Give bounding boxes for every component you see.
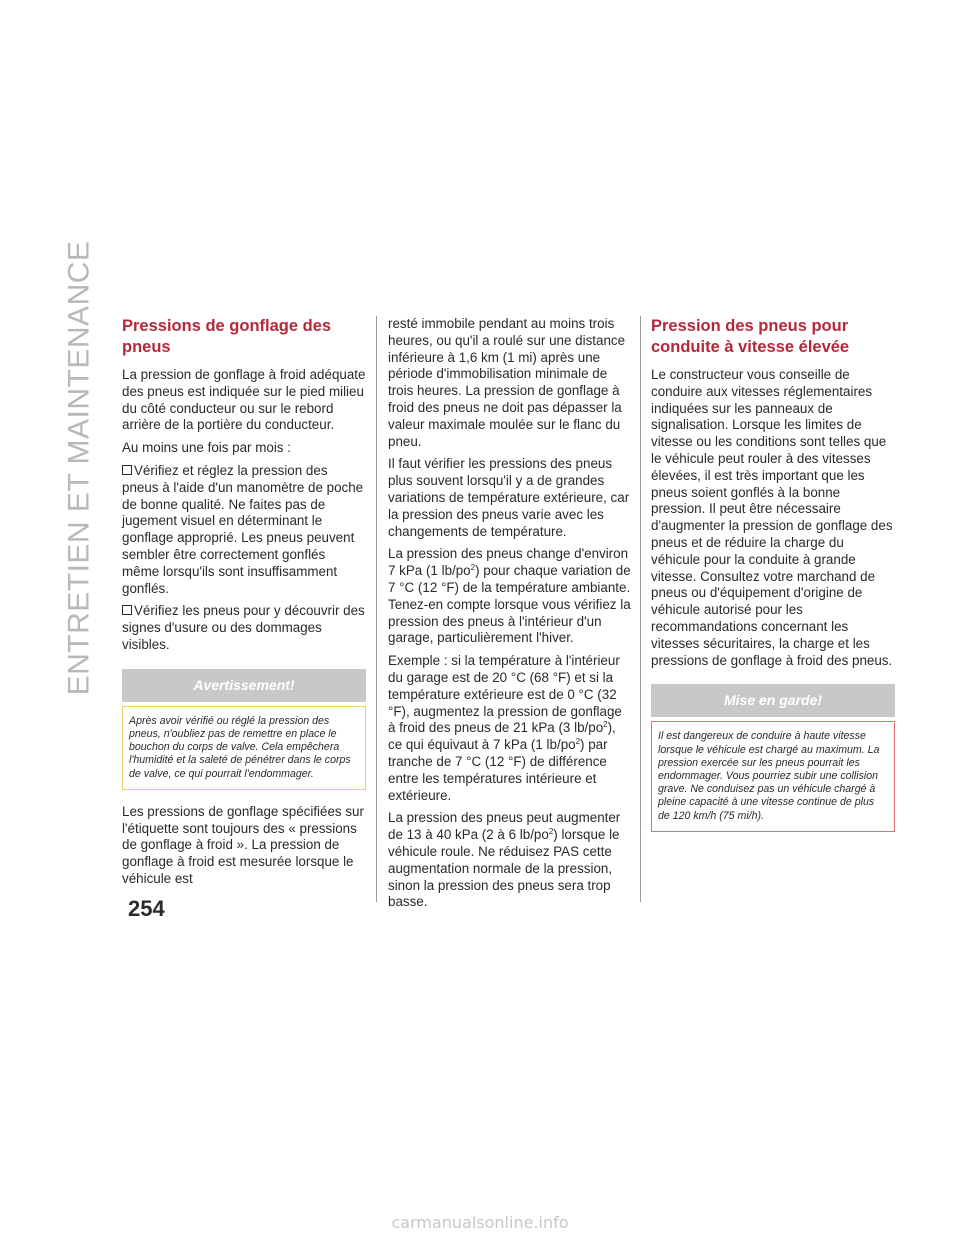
caution-text: Il est dangereux de conduire à haute vitesse lorsque le véhicule est chargé au maximum. La pression exercée sur les pneus pourrait les endommager. Vous pourriez subir une collision grave. Ne conduisez pas un véhicule chargé à pleine capacité à une vitesse continue de plus de 120 km/h (75 mi/h). [651, 721, 895, 831]
paragraph: Le constructeur vous conseille de conduire aux vitesses réglementaires indiquées sur les panneaux de signalisation. Lorsque les limites de vitesse ou les conditions sont telles que le véhicule peut rouler à des vitesses élevées, il est très important que les pneus soient gonflés à la bonne pression. Il peut être nécessaire d'augmenter la pression de gonflage des pneus et de réduire la charge du véhicule pour la conduite à grande vitesse. Consultez votre marchand de pneus ou d'équipement d'origine de véhicule autorisé pour les recommandations concernant les vitesses sécuritaires, la charge et les pressions de gonflage à froid des pneus. [651, 367, 893, 668]
column-1 [122, 316, 366, 894]
paragraph: Il faut vérifier les pressions des pneus plus souvent lorsqu'il y a de grandes variations de température extérieure, car la pression des pneus varie avec les changements de température. [388, 456, 630, 539]
warning-box [122, 669, 366, 790]
column-2 [388, 316, 632, 917]
page-number: 254 [128, 896, 165, 921]
text-run: La pression des pneus peut augmenter de 13 à 40 kPa (2 à 6 lb/po [388, 810, 621, 843]
checkbox-square-icon [122, 465, 132, 475]
caution-box [651, 684, 895, 831]
paragraph: Les pressions de gonflage spécifiées sur l'étiquette sont toujours des « pressions de gonflage à froid ». La pression de gonflage à froid est mesurée lorsque le véhicule est [122, 803, 364, 886]
superscript: 2 [603, 720, 608, 730]
superscript: 2 [470, 563, 476, 573]
bullet-item [122, 603, 366, 653]
paragraph [388, 810, 632, 911]
section-side-tab [56, 240, 102, 696]
paragraph [388, 653, 632, 804]
paragraph: Au moins une fois par mois : [122, 440, 291, 456]
column-divider [376, 316, 377, 902]
bullet-text: Vérifiez et réglez la pression des pneus à l'aide d'un manomètre de poche de bonne qualité. Ne faites pas de jugement visuel en déterminant le gonflage approprié. Les pneus peuvent sembler être correctement gonflés même lorsqu'ils sont insuffisamment gonflés. [122, 462, 364, 596]
heading-tire-pressure: Pressions de gonflage des pneus [122, 317, 332, 356]
heading-high-speed-pressure: Pression des pneus pour conduite à vitesse élevée [651, 317, 850, 356]
watermark: carmanualsonline.info [391, 1213, 569, 1232]
section-side-tab-label: ENTRETIEN ET MAINTENANCE [62, 240, 96, 696]
text-run: ) par tranche de 7 °C (12 °F) de différence entre les températures intérieure et extérieure. [388, 737, 608, 803]
bullet-text: Vérifiez les pneus pour y découvrir des signes d'usure ou des dommages visibles. [122, 603, 365, 652]
superscript: 2 [548, 827, 554, 837]
caution-title: Mise en garde! [651, 684, 895, 717]
paragraph [388, 546, 632, 647]
paragraph: resté immobile pendant au moins trois heures, ou qu'il a roulé sur une distance inférieure à 1,6 km (1 mi) après une période d'immobilisation minimale de trois heures. La pression de gonflage à froid des pneus ne doit pas dépasser la valeur maximale moulée sur le flanc du pneu. [388, 316, 626, 449]
text-run: ), ce qui équivaut à 7 kPa (1 lb/po [388, 720, 616, 753]
text-run: La pression des pneus change d'environ 7 kPa (1 lb/po [388, 546, 629, 579]
superscript: 2 [575, 737, 581, 747]
column-divider [640, 316, 641, 902]
text-run: ) lorsque le véhicule roule. Ne réduisez PAS cette augmentation normale de la pression, sinon la pression des pneus sera trop basse. [388, 827, 620, 910]
warning-title: Avertissement! [122, 669, 366, 702]
warning-text: Après avoir vérifié ou réglé la pression des pneus, n'oubliez pas de remettre en place le bouchon du corps de valve. Cela empêchera l'humidité et la saleté de pénétrer dans le corps de valve, ce qui pourrait l'endommager. [122, 706, 366, 790]
checkbox-square-icon [122, 605, 132, 615]
paragraph: La pression de gonflage à froid adéquate des pneus est indiquée sur le pied milieu du côté conducteur ou sur le rebord arrière de la portière du conducteur. [122, 367, 366, 433]
bullet-item [122, 463, 366, 597]
text-run: Exemple : si la température à l'intérieur du garage est de 20 °C (68 °F) et si la température extérieure est de 0 °C (32 °F), augmentez la pression de gonflage à froid des pneus de 21 kPa (3 lb/po [388, 653, 622, 736]
column-3 [651, 316, 895, 846]
text-run: ) pour chaque variation de 7 °C (12 °F) de la température ambiante. Tenez-en compte lorsque vous vérifiez la pression des pneus à l'intérieur d'un garage, particulièrement l'hiver. [388, 563, 631, 646]
